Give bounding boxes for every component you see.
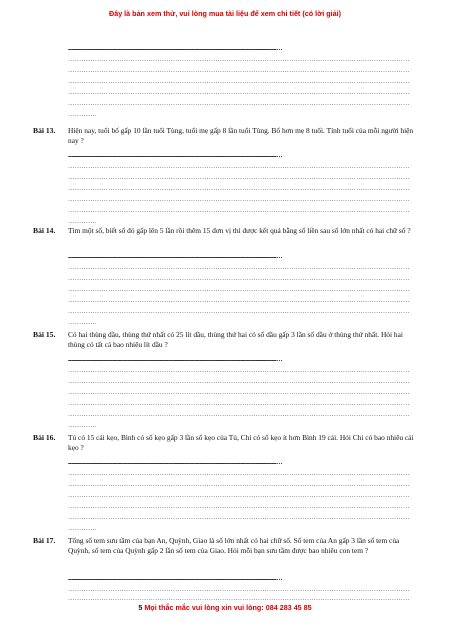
contact-text: Mọi thắc mắc vui lòng xin vui lòng: 084 283 45 85: [144, 603, 312, 612]
answer-line: ………………………………………………………………………………………………………………………………………: [68, 264, 410, 271]
answer-line: ...........................................................................................................................................................................................................…: [68, 253, 282, 260]
answer-line: ………………………………………………………………………………………………………………………………………: [68, 78, 410, 85]
answer-line-short: ………….: [68, 422, 97, 429]
problem-label: Bài 16.: [33, 433, 56, 442]
preview-banner: Đây là bản xem thử, vui lòng mua tài liệu để xem chi tiết (có lời giải): [109, 9, 341, 18]
answer-line: ………………………………………………………………………………………………………………………………………: [68, 185, 410, 192]
answer-line: ………………………………………………………………………………………………………………………………………: [68, 308, 410, 315]
answer-line: ………………………………………………………………………………………………………………………………………: [68, 492, 410, 499]
answer-line: ………………………………………………………………………………………………………………………………………: [68, 56, 410, 63]
problem-text: Tìm một số, biết số đó gấp lên 5 lần rồi thêm 15 đơn vị thì được kết quả bằng số liền sau số lớn nhất có hai chữ số ?: [68, 226, 411, 235]
answer-line: ...........................................................................................................................................................................................................…: [68, 356, 282, 363]
problem-text: Tú có 15 cái kẹo, Bình có số kẹo gấp 3 lần số kẹo của Tú, Chi có số kẹo ít hơn Bình 19 cái. Hỏi Chi có bao nhiêu cái kẹo ?: [68, 433, 414, 452]
answer-line-short: ………….: [68, 525, 97, 532]
answer-line: ………………………………………………………………………………………………………………………………………: [68, 174, 410, 181]
answer-line: ………………………………………………………………………………………………………………………………………: [68, 411, 410, 418]
answer-line: ………………………………………………………………………………………………………………………………………: [68, 586, 410, 593]
problem-label: Bài 14.: [33, 226, 56, 235]
answer-line: ………………………………………………………………………………………………………………………………………: [68, 196, 410, 203]
answer-line-short: ………….: [68, 319, 97, 326]
answer-line: ...........................................................................................................................................................................................................…: [68, 45, 282, 52]
answer-line: ………………………………………………………………………………………………………………………………………: [68, 207, 410, 214]
answer-line: ………………………………………………………………………………………………………………………………………: [68, 67, 410, 74]
answer-line: ………………………………………………………………………………………………………………………………………: [68, 470, 410, 477]
answer-line: ………………………………………………………………………………………………………………………………………: [68, 400, 410, 407]
problem-label: Bài 17.: [33, 536, 56, 545]
problem-text: Tổng số tem sưu tầm của bạn An, Quỳnh, Giao là số lớn nhất có hai chữ số. Số tem của An gấp 3 lần số tem của Quỳnh, số tem của Quỳnh gấp 2 lần số tem của Giao. Hỏi mỗi bạn sưu tầm được bao nhiêu con tem ?: [68, 536, 400, 555]
problem-text: Hiện nay, tuổi bố gấp 10 lần tuổi Tùng, tuổi mẹ gấp 8 lần tuổi Tùng. Bố hơn mẹ 8 tuổi. Tính tuổi của mỗi người hiện nay ?: [68, 126, 414, 145]
answer-line: ………………………………………………………………………………………………………………………………………: [68, 297, 410, 304]
problem-label: Bài 15.: [33, 330, 56, 339]
answer-line: ………………………………………………………………………………………………………………………………………: [68, 100, 410, 107]
answer-line-short: ………….: [68, 111, 97, 118]
answer-line: ...........................................................................................................................................................................................................…: [68, 152, 282, 159]
page-number: 5: [138, 603, 143, 612]
answer-line: ………………………………………………………………………………………………………………………………………: [68, 367, 410, 374]
answer-line: ………………………………………………………………………………………………………………………………………: [68, 286, 410, 293]
answer-line: ………………………………………………………………………………………………………………………………………: [68, 481, 410, 488]
answer-line: ………………………………………………………………………………………………………………………………………: [68, 89, 410, 96]
problem-label: Bài 13.: [33, 126, 56, 135]
answer-line-short: ………….: [68, 218, 97, 225]
answer-line: ………………………………………………………………………………………………………………………………………: [68, 163, 410, 170]
answer-line: ………………………………………………………………………………………………………………………………………: [68, 514, 410, 521]
problem-text: Có hai thùng dầu, thùng thứ nhất có 25 lít dầu, thùng thứ hai có số dầu gấp 3 lần số dầu ở thùng thứ nhất. Hỏi hai thùng có tất cả bao nhiêu lít dầu ?: [68, 330, 403, 349]
page-footer: [0, 603, 450, 612]
answer-line: ………………………………………………………………………………………………………………………………………: [68, 595, 410, 602]
answer-line: ...........................................................................................................................................................................................................…: [68, 575, 282, 582]
answer-line: ………………………………………………………………………………………………………………………………………: [68, 275, 410, 282]
answer-line: ………………………………………………………………………………………………………………………………………: [68, 503, 410, 510]
answer-line: ………………………………………………………………………………………………………………………………………: [68, 378, 410, 385]
answer-line: ………………………………………………………………………………………………………………………………………: [68, 389, 410, 396]
answer-line: ...........................................................................................................................................................................................................…: [68, 459, 282, 466]
